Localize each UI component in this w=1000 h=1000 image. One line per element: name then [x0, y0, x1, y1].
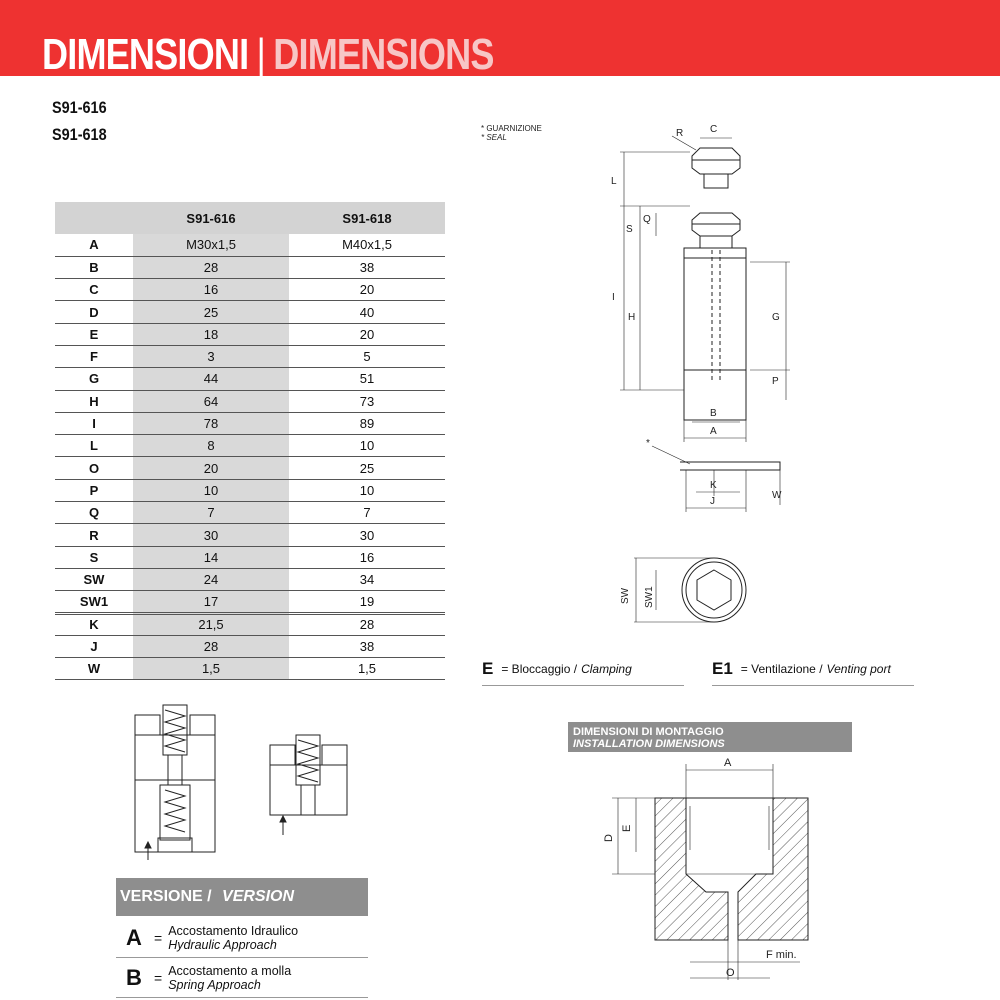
- table-cell-v2: 19: [289, 591, 445, 613]
- table-cell-v2: M40x1,5: [289, 234, 445, 256]
- seal-shape: [680, 462, 780, 470]
- hex-outer-circle: [682, 558, 746, 622]
- page-header: [0, 0, 1000, 79]
- table-cell-v2: 89: [289, 412, 445, 434]
- table-cell-v1: 24: [133, 568, 289, 590]
- table-cell-key: C: [55, 279, 133, 301]
- page-title: [42, 30, 494, 80]
- cap-stem: [704, 174, 728, 188]
- seal-note: [481, 124, 542, 142]
- table-body: [55, 234, 445, 680]
- cylinder-body: [684, 248, 746, 370]
- va-spring-top: [165, 710, 185, 752]
- table-cell-v1: 1,5: [133, 658, 289, 680]
- column-header-s91-616: S91-616: [133, 202, 289, 234]
- dimensions-table: [55, 202, 445, 680]
- table-cell-v2: 30: [289, 524, 445, 546]
- label-S: S: [626, 224, 633, 235]
- table-cell-v1: 64: [133, 390, 289, 412]
- vb-spring: [298, 740, 318, 782]
- version-text-a: [168, 924, 298, 952]
- table-cell-key: W: [55, 658, 133, 680]
- table-row: [55, 301, 445, 323]
- mounting-title-italian: DIMENSIONI DI MONTAGGIO: [573, 726, 724, 738]
- label-SW1: SW1: [644, 586, 655, 608]
- version-schematics: [125, 695, 355, 865]
- table-cell-key: D: [55, 301, 133, 323]
- table-row: [55, 368, 445, 390]
- table-cell-v2: 10: [289, 479, 445, 501]
- table-cell-v1: 18: [133, 323, 289, 345]
- table-row: [55, 591, 445, 613]
- table-row: [55, 546, 445, 568]
- table-row: [55, 412, 445, 434]
- table-cell-key: Q: [55, 502, 133, 524]
- table-cell-key: SW: [55, 568, 133, 590]
- version-eq-a: =: [154, 929, 163, 946]
- table-cell-key: A: [55, 234, 133, 256]
- table-cell-key: E: [55, 323, 133, 345]
- version-it-b: Accostamento a molla: [168, 963, 292, 978]
- table-cell-v2: 38: [289, 635, 445, 657]
- legend-text-E: = Bloccaggio /: [501, 661, 578, 676]
- table-cell-v2: 20: [289, 279, 445, 301]
- label-E: E: [621, 824, 633, 832]
- table-cell-v1: 7: [133, 502, 289, 524]
- table-row: [55, 613, 445, 635]
- table-header-row: [55, 202, 445, 234]
- table-cell-v2: 40: [289, 301, 445, 323]
- mounting-drawing: [600, 755, 815, 987]
- version-key-b: B: [126, 964, 142, 990]
- seal-note-english: * SEAL: [481, 133, 507, 142]
- table-cell-key: O: [55, 457, 133, 479]
- table-row: [55, 658, 445, 680]
- table-cell-v1: 10: [133, 479, 289, 501]
- table-cell-v2: 25: [289, 457, 445, 479]
- table-row: [55, 279, 445, 301]
- table-cell-key: SW1: [55, 591, 133, 613]
- version-eq-b: =: [154, 969, 163, 986]
- table-row: [55, 635, 445, 657]
- version-header: [116, 878, 368, 916]
- va-arrow-head: [145, 842, 151, 848]
- label-seal-star: *: [646, 438, 650, 449]
- table-row: [55, 435, 445, 457]
- legend-clamping: [482, 652, 684, 686]
- table-cell-v2: 28: [289, 613, 445, 635]
- label-L: L: [611, 176, 617, 187]
- table-row: [55, 323, 445, 345]
- title-english: DIMENSIONS: [273, 30, 494, 79]
- vb-arrow-head: [280, 816, 286, 822]
- nut-collar: [700, 236, 732, 248]
- leader-seal: [652, 446, 690, 464]
- label-J: J: [710, 496, 715, 507]
- table-cell-v1: 16: [133, 279, 289, 301]
- table-cell-v1: 14: [133, 546, 289, 568]
- title-italian: DIMENSIONI: [42, 30, 249, 79]
- table-cell-v1: 78: [133, 412, 289, 434]
- table-cell-v1: M30x1,5: [133, 234, 289, 256]
- table-row: [55, 479, 445, 501]
- label-A-mount: A: [724, 757, 732, 769]
- label-C: C: [710, 124, 718, 135]
- seal-note-italian: * GUARNIZIONE: [481, 124, 542, 133]
- label-I: I: [612, 292, 615, 303]
- vb-rod: [301, 785, 315, 815]
- model-code-1: S91-616: [52, 98, 107, 117]
- label-D: D: [603, 834, 615, 842]
- vb-block-left: [270, 745, 295, 765]
- block-left-hatch: [655, 798, 728, 940]
- table-cell-key: R: [55, 524, 133, 546]
- legend-text-E1: = Ventilazione /: [740, 661, 823, 676]
- version-text-b: [168, 964, 291, 992]
- legend-text-E-en: Clamping: [581, 661, 632, 676]
- label-Q: Q: [643, 214, 651, 225]
- table-cell-v2: 38: [289, 256, 445, 278]
- table-row: [55, 568, 445, 590]
- label-F: F min.: [766, 949, 797, 961]
- va-block-top-left: [135, 715, 160, 735]
- table-cell-v1: 21,5: [133, 613, 289, 635]
- label-A: A: [710, 426, 717, 437]
- legend-key-E1: E1: [712, 658, 733, 678]
- legend-text-E1-en: Venting port: [826, 661, 891, 676]
- version-row-a: [116, 918, 368, 958]
- model-code-2: S91-618: [52, 125, 107, 144]
- table-cell-key: P: [55, 479, 133, 501]
- table-cell-v1: 44: [133, 368, 289, 390]
- table-cell-key: F: [55, 345, 133, 367]
- legend-venting: [712, 652, 914, 686]
- table-cell-v1: 3: [133, 345, 289, 367]
- cylinder-drawing: [600, 115, 810, 525]
- table-cell-v1: 28: [133, 256, 289, 278]
- table-row: [55, 256, 445, 278]
- table-cell-v2: 7: [289, 502, 445, 524]
- table-cell-key: G: [55, 368, 133, 390]
- mounting-title-english: INSTALLATION DIMENSIONS: [573, 738, 725, 750]
- table-row: [55, 524, 445, 546]
- table-row: [55, 345, 445, 367]
- version-it-a: Accostamento Idraulico: [168, 923, 299, 938]
- va-block-top-right: [190, 715, 215, 735]
- block-right-hatch: [738, 798, 808, 940]
- vb-block-right: [322, 745, 347, 765]
- legend-key-E: E: [482, 658, 494, 678]
- va-spring-bottom: [165, 790, 185, 832]
- table-cell-v2: 20: [289, 323, 445, 345]
- table-cell-v1: 8: [133, 435, 289, 457]
- top-cap-shape: [692, 148, 740, 174]
- table-cell-key: I: [55, 412, 133, 434]
- table-cell-key: L: [55, 435, 133, 457]
- va-body-upper: [135, 735, 215, 780]
- table-cell-v2: 51: [289, 368, 445, 390]
- table-row: [55, 502, 445, 524]
- hex-shape: [697, 570, 731, 610]
- table-cell-v2: 16: [289, 546, 445, 568]
- version-row-b: [116, 958, 368, 998]
- label-SW: SW: [620, 587, 631, 604]
- label-K: K: [710, 480, 717, 491]
- column-header-s91-618: S91-618: [289, 202, 445, 234]
- version-title-italian: VERSIONE /: [120, 888, 212, 905]
- table-cell-key: B: [55, 256, 133, 278]
- table-cell-v2: 1,5: [289, 658, 445, 680]
- hex-view-drawing: [610, 548, 760, 628]
- label-H: H: [628, 312, 636, 323]
- table-cell-key: K: [55, 613, 133, 635]
- table-cell-v1: 20: [133, 457, 289, 479]
- label-B: B: [710, 408, 717, 419]
- version-en-b: Spring Approach: [168, 977, 261, 992]
- version-title-english: VERSION: [222, 888, 295, 905]
- mounting-title: [568, 722, 852, 752]
- va-body-lower: [135, 780, 215, 852]
- table-cell-v1: 30: [133, 524, 289, 546]
- table-cell-v2: 10: [289, 435, 445, 457]
- table-cell-v1: 28: [133, 635, 289, 657]
- label-W: W: [772, 490, 782, 501]
- table-cell-v2: 5: [289, 345, 445, 367]
- column-header-key: [55, 202, 133, 234]
- version-key-a: A: [126, 924, 142, 950]
- table-cell-key: S: [55, 546, 133, 568]
- label-R: R: [676, 128, 684, 139]
- label-G: G: [772, 312, 780, 323]
- table-cell-v2: 34: [289, 568, 445, 590]
- version-en-a: Hydraulic Approach: [168, 937, 277, 952]
- table-row: [55, 457, 445, 479]
- table-cell-key: J: [55, 635, 133, 657]
- table-cell-v1: 17: [133, 591, 289, 613]
- table-cell-v1: 25: [133, 301, 289, 323]
- table-row: [55, 234, 445, 256]
- label-P: P: [772, 376, 779, 387]
- table-cell-key: H: [55, 390, 133, 412]
- label-O: O: [726, 967, 735, 979]
- title-separator: |: [256, 30, 266, 79]
- table-cell-v2: 73: [289, 390, 445, 412]
- table-row: [55, 390, 445, 412]
